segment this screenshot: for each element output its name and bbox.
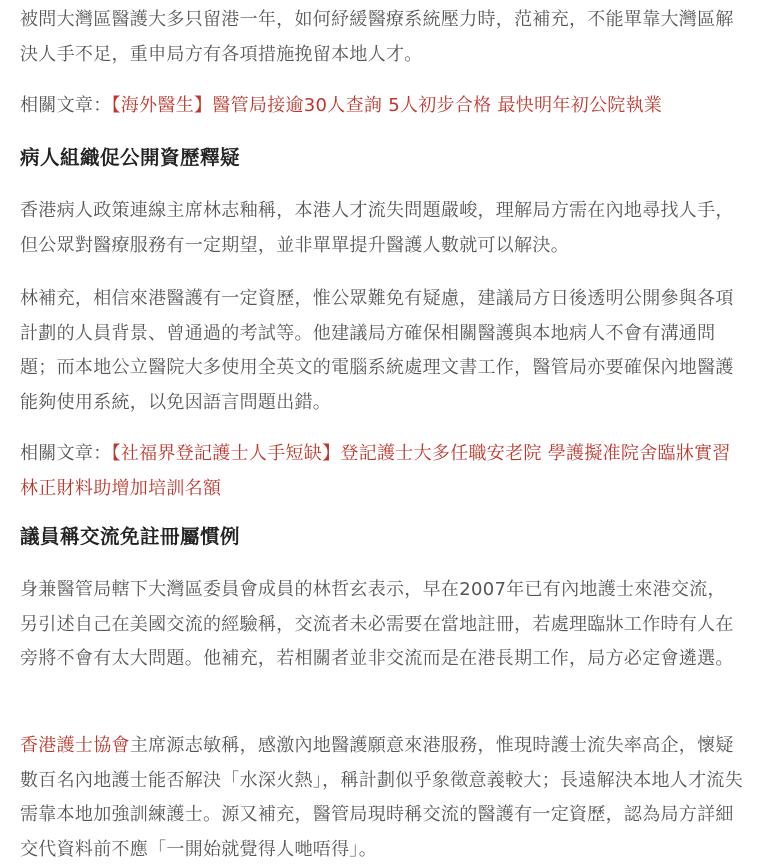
paragraph-bay-area-staffing: 被問大灣區醫護大多只留港一年，如何紓緩醫療系統壓力時，范補充，不能單靠大灣區解決人手不足，重申局方有各項措施挽留本地人才。 bbox=[20, 9, 734, 65]
related-article-2 bbox=[20, 437, 744, 506]
nurses-association-link[interactable]: 香港護士協會 bbox=[20, 735, 130, 756]
related-article-prefix: 相關文章： bbox=[20, 95, 112, 116]
paragraph-transparency-suggestion: 林補充，相信來港醫護有一定資歷，惟公眾難免有疑慮，建議局方日後透明公開參與各項計劃的人員背景、曾通過的考試等。他建議局方確保相關醫護與本地病人不會有溝通問題；而本地公立醫院大多使用全英文的電腦系統處理文書工作，醫管局亦要確保內地醫護能夠使用系統，以免因語言問題出錯。 bbox=[20, 288, 734, 413]
section-heading-exchange-registration: 議員稱交流免註冊屬慣例 bbox=[20, 525, 241, 548]
paragraph-nurses-association bbox=[20, 729, 744, 867]
related-article-link-enrolled-nurses[interactable]: 【社福界登記護士人手短缺】登記護士大多任職安老院 學護擬准院舍臨牀實習 林正財料助增加培訓名額 bbox=[20, 443, 731, 499]
paragraph-councillor-exchange: 身兼醫管局轄下大灣區委員會成員的林哲玄表示，早在2007年已有內地護士來港交流，另引述自己在美國交流的經驗稱，交流者未必需要在當地註冊，若處理臨牀工作時有人在旁將不會有太大問題。他補充，若相關者並非交流而是在港長期工作，局方必定會遴選。 bbox=[20, 579, 734, 669]
related-article-1 bbox=[20, 89, 744, 124]
section-heading-patient-groups: 病人組織促公開資歷釋疑 bbox=[20, 146, 241, 169]
related-article-link-overseas-doctors[interactable]: 【海外醫生】醫管局接逾30人查詢 5人初步合格 最快明年初公院執業 bbox=[111, 95, 663, 116]
paragraph-patient-policy-alliance: 香港病人政策連線主席林志釉稱，本港人才流失問題嚴峻，理解局方需在內地尋找人手，但公眾對醫療服務有一定期望，並非單單提升醫護人數就可以解決。 bbox=[20, 200, 734, 256]
related-article-prefix: 相關文章： bbox=[20, 443, 112, 464]
paragraph-nurses-association-text: 主席源志敏稱，感激內地醫護願意來港服務，惟現時護士流失率高企，懷疑數百名內地護士能否解決「水深火熱」，稱計劃似乎象徵意義較大；長遠解決本地人才流失需靠本地加強訓練護士。源又補充，醫管局現時稱交流的醫護有一定資歷，認為局方詳細交代資料前不應「一開始就覺得人哋唔得」。 bbox=[20, 735, 743, 860]
